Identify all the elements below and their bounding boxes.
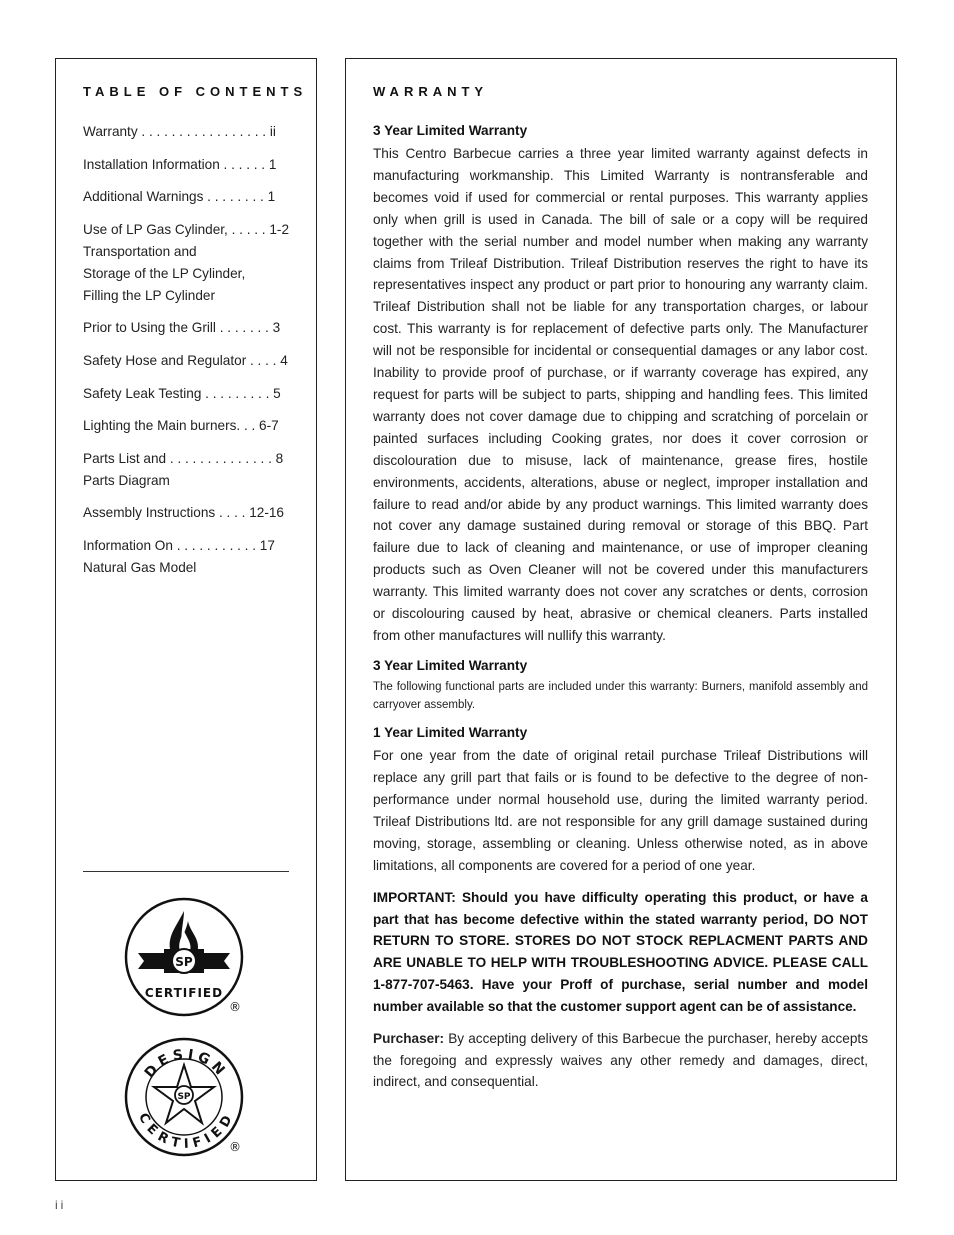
toc-entry-line: Assembly Instructions . . . . 12-16 [83, 505, 284, 521]
registered-mark-2: ® [229, 1140, 241, 1154]
toc-entry-line: Transportation and [83, 243, 197, 259]
toc-entry-line: Safety Hose and Regulator . . . . 4 [83, 352, 288, 368]
design-text: DESIGN [141, 1046, 231, 1082]
toc-list [83, 121, 289, 590]
one-year-warranty-title: 1 Year Limited Warranty [373, 725, 528, 741]
toc-entry-line: Installation Information . . . . . . 1 [83, 156, 277, 172]
toc-entry-line: Safety Leak Testing . . . . . . . . . 5 [83, 385, 281, 401]
toc-entry [83, 219, 289, 307]
toc-entry-line: Filling the LP Cylinder [83, 287, 215, 303]
three-year-warranty-title: 3 Year Limited Warranty [373, 123, 528, 138]
purchaser-text: By accepting delivery of this Barbecue the purchaser, hereby accepts the foregoing and expressly waives any other remedy and damages, direct, indirect, and consequential. [373, 1030, 868, 1090]
toc-entry-line: Additional Warnings . . . . . . . . 1 [83, 189, 276, 205]
toc-entry [83, 154, 289, 176]
design-certified-text: CERTIFIED [134, 1110, 238, 1152]
toc-entry [83, 317, 289, 339]
toc-entry [83, 383, 289, 405]
toc-entry [83, 186, 289, 208]
toc-divider [83, 871, 289, 872]
warranty-content [373, 122, 868, 1093]
certified-text: CERTIFIED [144, 986, 224, 1000]
csa-mark-text-2: SP [177, 1092, 191, 1102]
csa-mark-text: SP [175, 955, 193, 969]
table-of-contents-panel [55, 58, 317, 1181]
important-notice: IMPORTANT: Should you have difficulty operating this product, or have a part that has become defective within the stated warranty period, DO NOT RETURN TO STORE. STORES DO NOT STOCK REPLACMENT PARTS AND ARE UNABLE TO HELP WITH TROUBLESHOOTING ADVICE. PLEASE CALL 1-877-707-5463. Have your Proff of purchase, serial number and model number available so that the customer support agent can be of assistance. [373, 889, 868, 1014]
three-year-parts-text: The following functional parts are included under this warranty: Burners, manifold assembly and carryover assembly. [373, 680, 868, 712]
toc-entry-line: Parts Diagram [83, 472, 170, 488]
purchaser-paragraph [373, 1028, 868, 1094]
toc-entry-line: Information On . . . . . . . . . . . 17 [83, 537, 275, 553]
toc-entry [83, 121, 289, 143]
toc-entry-line: Parts List and . . . . . . . . . . . . . . 8 [83, 450, 284, 466]
three-year-warranty-text: This Centro Barbecue carries a three year limited warranty against defects in manufacturing workmanship. This Limited Warranty is nontransferable and becomes void if used for commercial or rental purposes. This warranty applies only when grill is used in Canada. The bill of sale or a copy will be required together with the serial number and model number when making any warranty claims from Trileaf Distribution. Trileaf Distribution reserves the right to have its representatives inspect any product or part prior to honouring any warranty claim. Trileaf Distribution shall not be liable for any transportation charges, or labour cost. This warranty is for replacement of defective parts only. The Manufacturer will not be responsible for incidental or consequential damages or any labor cost. Inability to provide proof of purchase, or if warranty coverage has expired, any request for parts will be subject to parts, shipping and handling fees. This limited warranty does not cover damage due to chipping and scratching of porcelain or painted surfaces including Cooking grates, nor does it cover corrosion or discolouration due to misuse, lack of maintenance, grease fires, hostile environments, accidents, alterations, abuse or neglect, improper installation and failure to read and/or abide by any product warnings. This limited warranty does not cover any damage sustained during removal or storage of this BBQ. Part failure due to lack of cleaning and maintenance, or use of improper cleaning products such as Oven Cleaner will not be covered under this manufacturers warranty. This limited warranty does not cover any scratches or dents, corrosion or discolouring caused by heat, abrasive or chemical cleaners. Parts installed from other manufactures will nullify this warranty. [373, 146, 868, 643]
toc-entry [83, 448, 289, 492]
one-year-warranty-text: For one year from the date of original retail purchase Trileaf Distributions will replace any grill part that fails or is found to be defective to the degree of non-performance under normal household use, during the limited warranty period. Trileaf Distributions ltd. are not responsible for any grill damage sustained during moving, storage, assembling or cleaning. Unless otherwise noted, as in above limitations, all components are covered for a period of one year. [373, 748, 868, 873]
toc-entry-line: Warranty . . . . . . . . . . . . . . . . . ii [83, 124, 276, 139]
three-year-parts-title: 3 Year Limited Warranty [373, 657, 528, 673]
toc-heading: TABLE OF CONTENTS [83, 84, 308, 99]
toc-entry [83, 415, 289, 437]
purchaser-label: Purchaser: [373, 1030, 445, 1046]
registered-mark: ® [229, 1000, 241, 1014]
toc-entry [83, 502, 289, 524]
toc-entry [83, 535, 289, 579]
toc-entry-line: Lighting the Main burners. . . 6-7 [83, 418, 279, 434]
warranty-panel [345, 58, 897, 1181]
page-number: ii [55, 1198, 67, 1212]
csa-design-certified-logo [124, 1035, 248, 1159]
toc-entry [83, 350, 289, 372]
warranty-heading: WARRANTY [373, 84, 489, 99]
toc-entry-line: Natural Gas Model [83, 559, 197, 575]
toc-entry-line: Prior to Using the Grill . . . . . . . 3 [83, 320, 281, 336]
toc-entry-line: Use of LP Gas Cylinder, . . . . . 1-2 [83, 221, 290, 237]
csa-certified-flame-logo [124, 897, 248, 1021]
toc-entry-line: Storage of the LP Cylinder, [83, 265, 246, 281]
